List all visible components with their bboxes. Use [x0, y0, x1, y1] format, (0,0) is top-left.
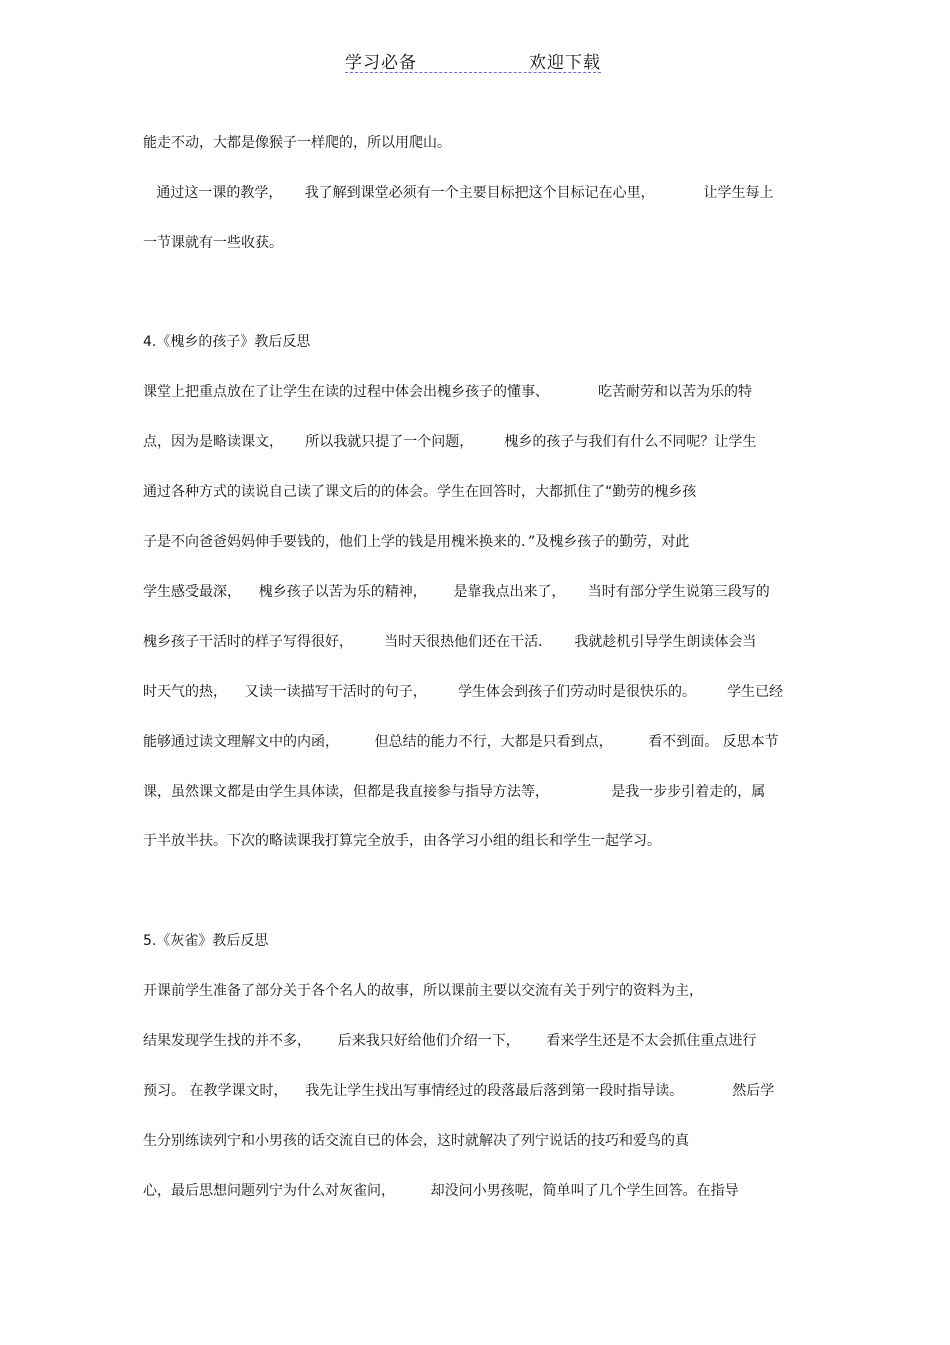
- text-line: 心，最后思想问题列宁为什么对灰雀问， 却没问小男孩呢，简单叫了几个学生回答。在指导: [143, 1183, 739, 1199]
- header-left-text: 学习必备: [345, 53, 417, 73]
- text-line: 生分别练读列宁和小男孩的话交流自已的体会，这时就解决了列宁说话的技巧和爱鸟的真: [143, 1133, 689, 1149]
- text-line: 于半放半扶。下次的略读课我打算完全放手，由各学习小组的组长和学生一起学习。: [143, 833, 661, 849]
- section-heading: 4.《槐乡的孩子》教后反思: [143, 334, 311, 350]
- page-header: [345, 46, 601, 73]
- text-line: 开课前学生准备了部分关于各个名人的故事，所以课前主要以交流有关于列宁的资料为主，: [143, 983, 703, 999]
- text-line: 结果发现学生找的并不多， 后来我只好给他们介绍一下， 看来学生还是不太会抓住重点进行: [143, 1033, 757, 1049]
- text-line: 通过这一课的教学， 我了解到课堂必须有一个主要目标把这个目标记在心里， 让学生每上: [143, 185, 774, 201]
- text-line: 通过各种方式的读说自己读了课文后的的体会。学生在回答时，大都抓住了“勤劳的槐乡孩: [143, 484, 697, 500]
- text-line: 能走不动，大都是像猴子一样爬的，所以用爬山。: [143, 135, 451, 151]
- section-heading: 5.《灰雀》教后反思: [143, 933, 269, 949]
- text-line: 槐乡孩子干活时的样子写得很好， 当时天很热他们还在干活． 我就趁机引导学生朗读体会当: [143, 634, 757, 650]
- text-line: 子是不向爸爸妈妈伸手要钱的，他们上学的钱是用槐米换来的．”及槐乡孩子的勤劳，对此: [143, 534, 690, 550]
- text-line: 学生感受最深， 槐乡孩子以苦为乐的精神， 是靠我点出来了， 当时有部分学生说第三段写的: [143, 584, 770, 600]
- header-right-text: 欢迎下载: [529, 53, 601, 73]
- text-line: 课，虽然课文都是由学生具体读，但都是我直接参与指导方法等， 是我一步步引着走的，属: [143, 784, 766, 800]
- text-line: 点，因为是略读课文， 所以我就只提了一个问题， 槐乡的孩子与我们有什么不同呢？让学生: [143, 434, 757, 450]
- text-line: 课堂上把重点放在了让学生在读的过程中体会出槐乡孩子的懂事、 吃苦耐劳和以苦为乐的特: [143, 384, 752, 400]
- text-line: 一节课就有一些收获。: [143, 235, 283, 251]
- text-line: 预习。 在教学课文时， 我先让学生找出写事情经过的段落最后落到第一段时指导读。 然后学: [143, 1083, 775, 1099]
- text-line: 能够通过读文理解文中的内函， 但总结的能力不行，大都是只看到点， 看不到面。 反思本节: [143, 734, 779, 750]
- text-line: 时天气的热， 又读一读描写干活时的句子， 学生体会到孩子们劳动时是很快乐的。 学生已经: [143, 684, 784, 700]
